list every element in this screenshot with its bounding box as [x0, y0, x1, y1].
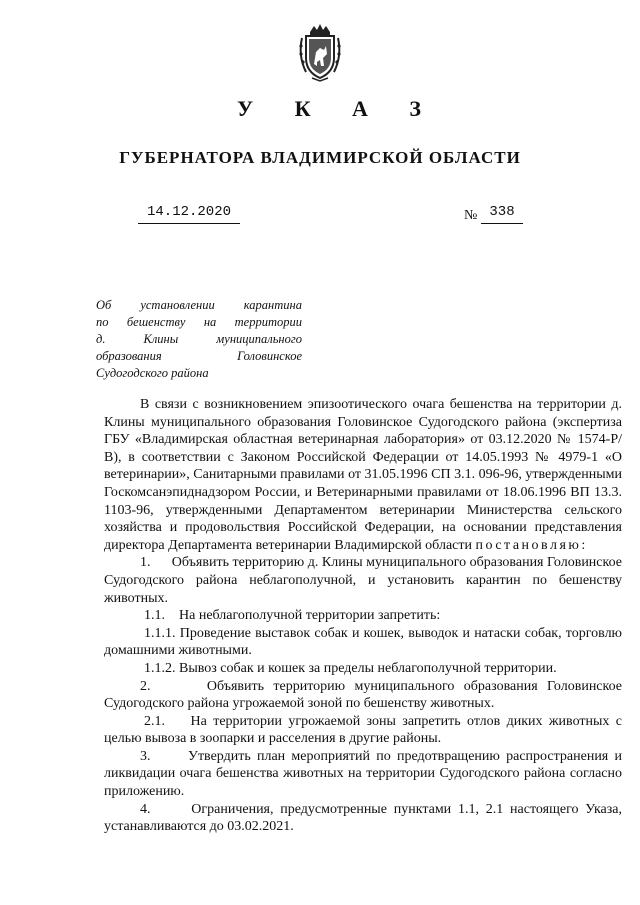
document-date: 14.12.2020 — [138, 204, 240, 224]
preamble-text: В связи с возникновением эпизоотического очага бешенства на территории д. Клины муниципального образования Головинское Судогодского района (экспертиза ГБУ «Владимирская областная ветеринарная лаборатория» от 03.12.2020 № 1574-Р/В), в соответствии с Законом Российской Федерации от 14.05.1993 № 4979-1 «О ветеринарии», Санитарными правилами от 31.05.1996 СП 3.1. 096-96, утвержденными Госкомсанэпиднадзором России, и Ветеринарными правилами от 18.06.1996 ВП 13.3. 1103-96, утвержденными Департаментом ветеринарии Министерства сельского хозяйства и продовольствия Российской Федерации, на основании представления директора Департамента ветеринарии Владимирской области — [104, 397, 622, 553]
clause-text: Ограничения, предусмотренные пунктами 1.1, 2.1 настоящего Указа, устанавливаются до 03.02.2021. — [104, 801, 622, 835]
clause-number: 1.1.1. — [144, 625, 176, 641]
clause-text: На неблагополучной территории запретить: — [179, 608, 441, 624]
clause-3 — [104, 748, 622, 801]
subject-line: по бешенству на территории — [96, 315, 302, 329]
subject-line: Судогодского района — [96, 366, 209, 380]
clause-text: Вывоз собак и кошек за пределы неблагополучной территории. — [179, 660, 557, 676]
document-body — [104, 396, 622, 836]
resolution-word: постановляю: — [475, 537, 588, 553]
clause-text: На территории угрожаемой зоны запретить отлов диких животных с целью вывоза в зоопарки и расселения в другие районы. — [104, 713, 622, 747]
clause-number: 3. — [140, 748, 151, 764]
clause-text: Объявить территорию д. Клины муниципального образования Головинское Судогодского района неблагополучной, и установить карантин по бешенству животных. — [104, 555, 622, 606]
clause-number: 2. — [140, 678, 151, 694]
clause-text: Проведение выставок собак и кошек, выводок и натаски собак, торговлю домашними животными. — [104, 625, 623, 659]
clause-1-1-1 — [104, 625, 622, 660]
clause-text: Утвердить план мероприятий по предотвращению распространения и ликвидации очага бешенства животных на территории Судогодского района согласно приложению. — [104, 748, 622, 800]
subject-line: Об установлении карантина — [96, 298, 302, 312]
clause-1 — [104, 554, 622, 607]
subject-line: образования Головинское — [96, 349, 302, 363]
preamble-paragraph — [104, 396, 622, 554]
clause-2-1 — [104, 713, 622, 748]
coat-of-arms-emblem — [296, 22, 344, 82]
clause-2 — [104, 678, 622, 713]
clause-number: 1.1. — [144, 608, 165, 624]
clause-4 — [104, 801, 622, 836]
clause-number: 1.1.2. — [144, 660, 176, 676]
clause-text: Объявить территорию муниципального образования Головинское Судогодского района угрожаемой зоной по бешенству животных. — [104, 678, 622, 712]
document-issuer: ГУБЕРНАТОРА ВЛАДИМИРСКОЙ ОБЛАСТИ — [119, 148, 521, 167]
number-label: № — [464, 208, 478, 223]
document-number: 338 — [481, 204, 523, 224]
clause-number: 1. — [140, 555, 151, 571]
document-title: У К А З — [236, 96, 440, 121]
subject-line: д. Клины муниципального — [96, 332, 302, 346]
clause-1-1 — [104, 607, 622, 625]
clause-number: 4. — [140, 801, 151, 817]
clause-1-1-2 — [104, 660, 622, 678]
document-subject — [96, 297, 302, 382]
clause-number: 2.1. — [144, 713, 165, 729]
